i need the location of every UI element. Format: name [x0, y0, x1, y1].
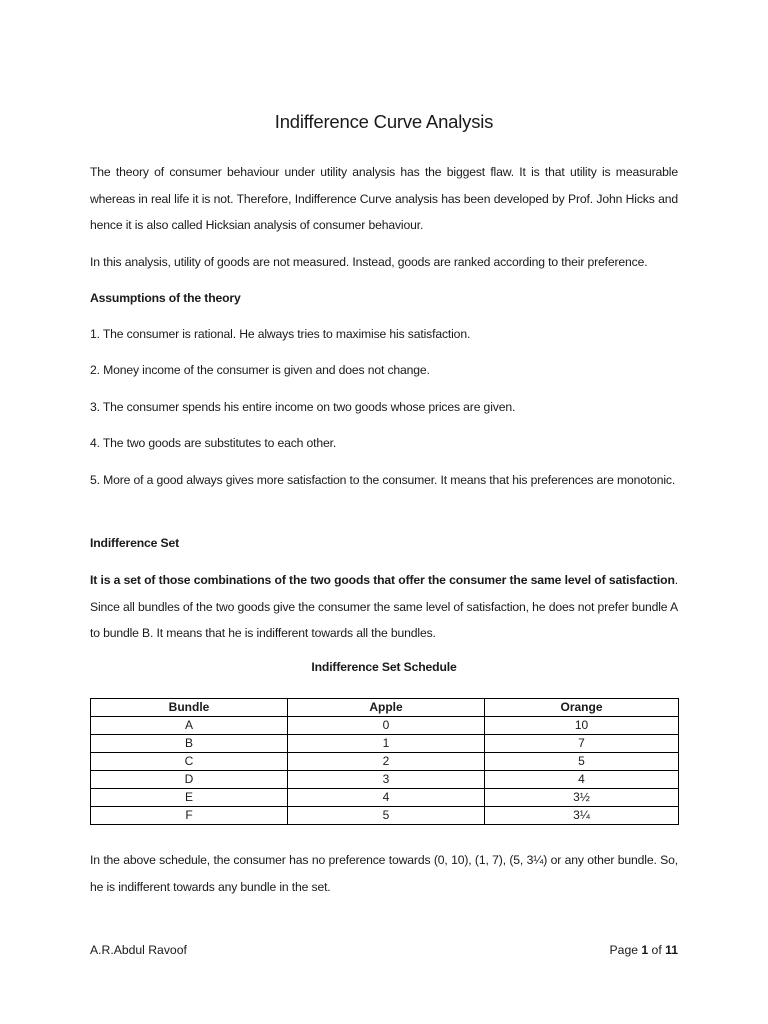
indifference-schedule-table — [90, 698, 679, 825]
assumption-item: 5. More of a good always gives more satisfaction to the consumer. It means that his preferences are monotonic. — [90, 473, 676, 487]
analysis-paragraph: In this analysis, utility of goods are not measured. Instead, goods are ranked according to their preference. — [90, 255, 648, 269]
table-cell: 3¼ — [485, 807, 679, 825]
table-cell: 7 — [485, 735, 679, 753]
page-title: Indifference Curve Analysis — [274, 111, 494, 132]
table-row — [91, 735, 679, 753]
table-cell: F — [91, 807, 288, 825]
page-prefix: Page — [609, 943, 642, 957]
indifference-set-heading: Indifference Set — [90, 536, 180, 550]
table-cell: 1 — [288, 735, 485, 753]
table-cell: 0 — [288, 717, 485, 735]
assumption-item: 4. The two goods are substitutes to each other. — [90, 436, 337, 450]
table-cell: 5 — [485, 753, 679, 771]
table-cell: 4 — [485, 771, 679, 789]
table-cell: 3 — [288, 771, 485, 789]
table-caption: Indifference Set Schedule — [311, 660, 457, 674]
table-cell: 3½ — [485, 789, 679, 807]
table-cell: C — [91, 753, 288, 771]
page-current: 1 — [641, 943, 649, 957]
footer-author: A.R.Abdul Ravoof — [90, 943, 187, 957]
table-header-row — [91, 699, 679, 717]
conclusion-paragraph: In the above schedule, the consumer has no preference towards (0, 10), (1, 7), (5, 3¼) or any other bundle. So, he is indifferent towards any bundle in the set. — [90, 853, 678, 894]
table-row — [91, 753, 679, 771]
intro-paragraph: The theory of consumer behaviour under utility analysis has the biggest flaw. It is that utility is measurable whereas in real life it is not. Therefore, Indifference Curve analysis has been developed by Prof. John Hicks and hence it is also called Hicksian analysis of consumer behaviour. — [90, 165, 678, 232]
table-cell: 2 — [288, 753, 485, 771]
header-bundle: Bundle — [91, 699, 288, 717]
assumption-item: 3. The consumer spends his entire income on two goods whose prices are given. — [90, 400, 516, 414]
table-cell: 10 — [485, 717, 679, 735]
table-cell: 5 — [288, 807, 485, 825]
assumption-item: 1. The consumer is rational. He always tries to maximise his satisfaction. — [90, 327, 471, 341]
header-orange: Orange — [485, 699, 679, 717]
table-row — [91, 789, 679, 807]
table-cell: E — [91, 789, 288, 807]
indifference-set-definition — [90, 567, 678, 647]
definition-rest-text: . Since all bundles of the two goods give the consumer the same level of satisfaction, he does not prefer bundle A to bundle B. It means that he is indifferent towards all the bundles. — [90, 573, 678, 640]
footer-page-number — [610, 943, 678, 957]
table-cell: 4 — [288, 789, 485, 807]
table-cell: D — [91, 771, 288, 789]
table-row — [91, 771, 679, 789]
header-apple: Apple — [288, 699, 485, 717]
page-total: 11 — [665, 943, 678, 957]
table-cell: B — [91, 735, 288, 753]
assumptions-heading: Assumptions of the theory — [90, 291, 241, 305]
assumption-item: 2. Money income of the consumer is given and does not change. — [90, 363, 430, 377]
table-row — [91, 717, 679, 735]
page-of: of — [648, 943, 666, 957]
table-cell: A — [91, 717, 288, 735]
table-row — [91, 807, 679, 825]
definition-bold-text: It is a set of those combinations of the two goods that offer the consumer the same level of satisfaction — [90, 573, 675, 587]
